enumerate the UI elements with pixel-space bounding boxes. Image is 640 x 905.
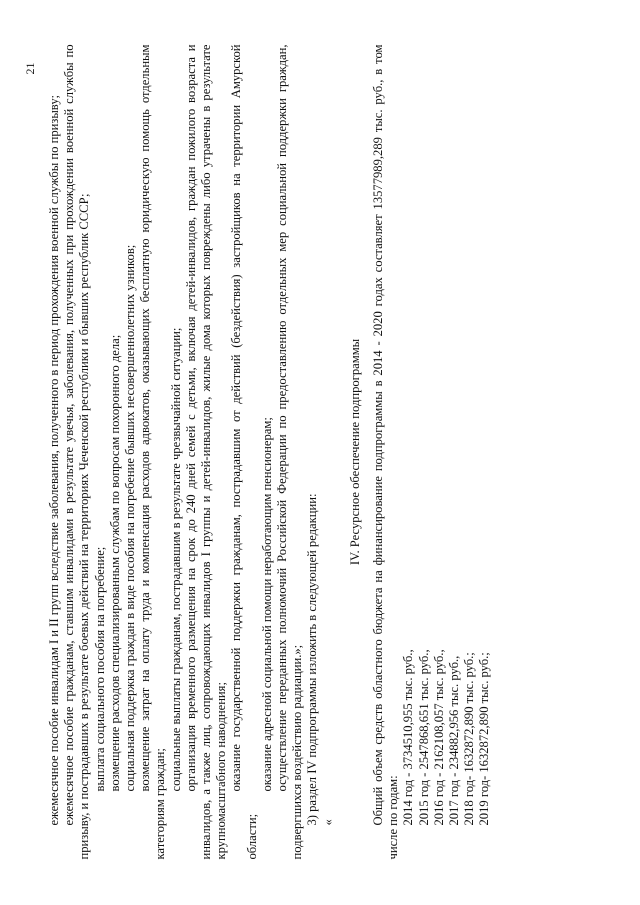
list-item: осуществление переданных полномочий Российской Федерации по предоставлению отдельных мер социальной поддержки граждан, подвергшихся воздействию радиации.»; (275, 44, 305, 860)
list-item: ежемесячное пособие гражданам, ставшим инвалидами в результате увечья, заболевания, полученных при прохождении военной службы по призыву, и пострадавших в результате боевых действий на территориях Чеченской республики и бывших республик СССР; (62, 44, 92, 860)
list-item: выплата социального пособия на погребение; (92, 546, 107, 792)
funding-year-line: 2017 год - 234882,956 тыс. руб., (447, 655, 462, 826)
funding-year-line: 2015 год - 2547868,651 тыс. руб., (416, 649, 431, 826)
document-body (47, 45, 493, 860)
list-item: возмещение затрат на оплату труда и компенсация расходов адвокатов, оказывающих бесплатную юридическую помощь отдельным категориям граждан; (138, 44, 168, 860)
funding-years (401, 45, 492, 860)
funding-intro: Общий объем средств областного бюджета на финансирование подпрограммы в 2014 - 2020 годах составляет 13577989,289 тыс. руб., в том числе по годам: (371, 44, 401, 860)
list-item: оказание государственной поддержки гражданам, пострадавшим от действий (бездействия) застройщиков на территории Амурской области; (229, 44, 259, 860)
funding-year-line: 2016 год - 2162108,057 тыс. руб., (431, 649, 446, 826)
list-item: социальные выплаты гражданам, пострадавшим в результате чрезвычайной ситуации; (168, 327, 183, 792)
list-item: социальная поддержка граждан в виде пособия на погребение бывших несовершеннолетних узников; (123, 244, 138, 792)
funding-year-line: 2018 год- 1632872,890 тыс. руб.; (462, 652, 477, 826)
page-number: 21 (23, 62, 37, 75)
list-item: оказание адресной социальной помощи неработающим пенсионерам; (259, 417, 274, 792)
amendment-line: 3) раздел IV подпрограммы изложить в следующей редакции: (305, 493, 320, 826)
quote-open: « (320, 819, 335, 826)
list-item: ежемесячное пособие инвалидам I и II групп вследствие заболевания, полученного в период прохождения военной службы по призыву; (47, 95, 61, 826)
rotated-content (25, 45, 615, 860)
list-item: возмещение расходов специализированным службам по вопросам похоронного дела; (107, 334, 122, 792)
section-title: IV. Ресурсное обеспечение подпрограммы (347, 338, 362, 566)
list-item: организация временного размещения на срок до 240 дней семей с детьми, включая детей-инвалидов, граждан пожилого возраста и инвалидов, а также лиц, сопровождающих инвалидов I группы и детей-инвалидов, жилые дома которых повреждены либо утрачены в результате крупномасштабного наводнения; (183, 44, 229, 860)
funding-year-line: 2019 год- 1632872,890 тыс. руб.; (477, 652, 492, 826)
funding-year-line: 2014 год - 3734510,955 тыс. руб., (401, 649, 416, 826)
